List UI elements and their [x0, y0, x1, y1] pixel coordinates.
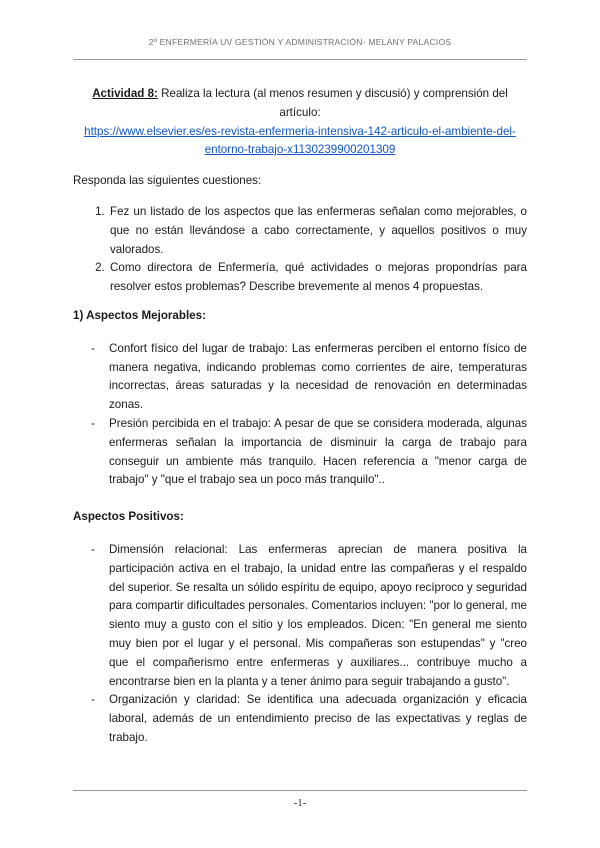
instructions: Responda las siguientes cuestiones:	[73, 174, 262, 188]
footer-divider	[73, 790, 527, 791]
questions-list	[73, 203, 527, 297]
section-heading-improvable: 1) Aspectos Mejorables:	[73, 308, 206, 322]
list-item-text: Presión percibida en el trabajo: A pesar de que se considera moderada, algunas enfermeras señalan la importancia de disminuir la carga de trabajo para conseguir un ambiente más tranquilo. Hacen referencia a "menor carga de trabajo" y "que el trabajo sea un poco más tranquilo"..	[109, 416, 527, 487]
section-heading-positive: Aspectos Positivos:	[73, 510, 184, 524]
dash-bullet: -	[91, 542, 95, 556]
header-divider	[73, 59, 527, 60]
question-item: 2. Como directora de Enfermería, qué actividades o mejoras propondrías para resolver estos problemas? Describe brevemente al menos 4 propuestas.	[108, 259, 527, 297]
list-item	[91, 340, 527, 415]
dash-bullet: -	[91, 341, 95, 355]
list-item-text: Dimensión relacional: Las enfermeras aprecian de manera positiva la participación activa en el trabajo, la unidad entre las compañeras y el respaldo del superior. Se resalta un sólido espíritu de equipo, apoyo recíproco y seguridad para compartir dificultades personales. Comentarios incluyen: "por lo general, me siento muy a gusto con el sitio y los empleados. Dicen: "En general me siento muy bien por el lugar y el personal. Mis compañeras son estupendas" y "creo que el compañerismo entre enfermeras y auxiliares... contribuye mucho a encontrarse bien en la planta y a tener ánimo para seguir trabajando a gusto".	[109, 542, 527, 688]
dash-bullet: -	[91, 416, 95, 430]
list-item	[91, 691, 527, 747]
list-item-text: Organización y claridad: Se identifica una adecuada organización y eficacia laboral, además de un entendimiento preciso de las expectativas y reglas de trabajo.	[109, 693, 527, 744]
list-item-text: Confort físico del lugar de trabajo: Las enfermeras perciben el entorno físico de manera negativa, indicando problemas como corrientes de aire, temperaturas incorrectas, áreas saturadas y la necesidad de renovación en determinadas zonas.	[109, 341, 527, 412]
question-item: 1. Fez un listado de los aspectos que las enfermeras señalan como mejorables, o que no están llevándose a cabo correctamente, y aquellos positivos o muy valorados.	[108, 203, 527, 259]
article-link[interactable]: https://www.elsevier.es/es-revista-enfermeria-intensiva-142-articulo-el-ambiente-del-entorno-trabajo-x1130239900201309	[84, 124, 516, 157]
list-item	[91, 415, 527, 490]
activity-label: Actividad 8:	[92, 87, 158, 100]
page-header: 2º ENFERMERÍA UV GESTIÓN Y ADMINISTRACIÓN- MELANY PALACIOS	[148, 37, 452, 47]
activity-intro	[73, 85, 527, 160]
positive-list	[73, 541, 527, 748]
activity-text: Realiza la lectura (al menos resumen y discusió) y comprensión del artículo:	[157, 87, 508, 119]
dash-bullet: -	[91, 693, 95, 707]
list-item	[91, 541, 527, 691]
page-number: -1-	[293, 797, 307, 809]
document-body	[73, 85, 527, 748]
improvable-list	[73, 340, 527, 490]
